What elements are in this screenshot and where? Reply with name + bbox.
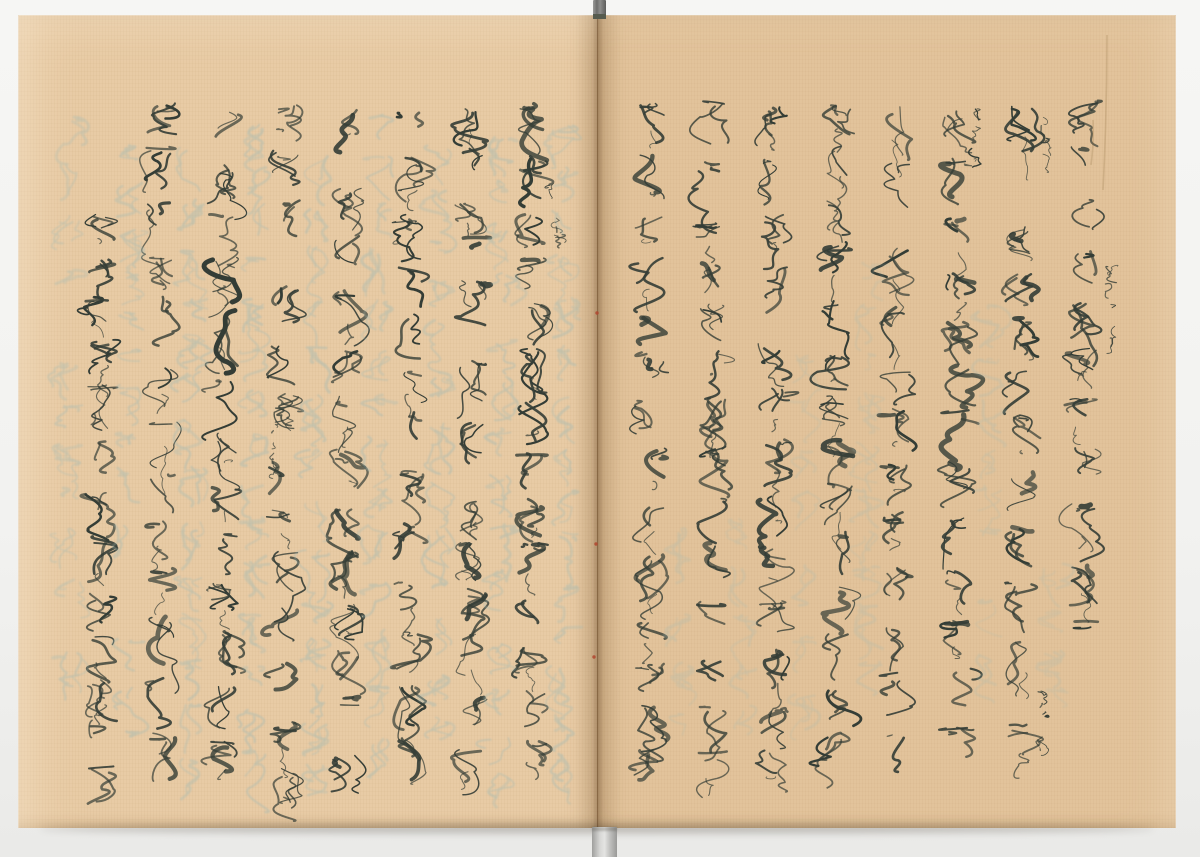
right-page (598, 15, 1176, 828)
manuscript-spread (18, 15, 1176, 828)
gutter-fold (597, 15, 598, 828)
bottom-binding-rod (592, 827, 617, 857)
top-binding-rod (593, 0, 606, 19)
gutter-shading (575, 15, 621, 828)
left-page (18, 15, 598, 828)
